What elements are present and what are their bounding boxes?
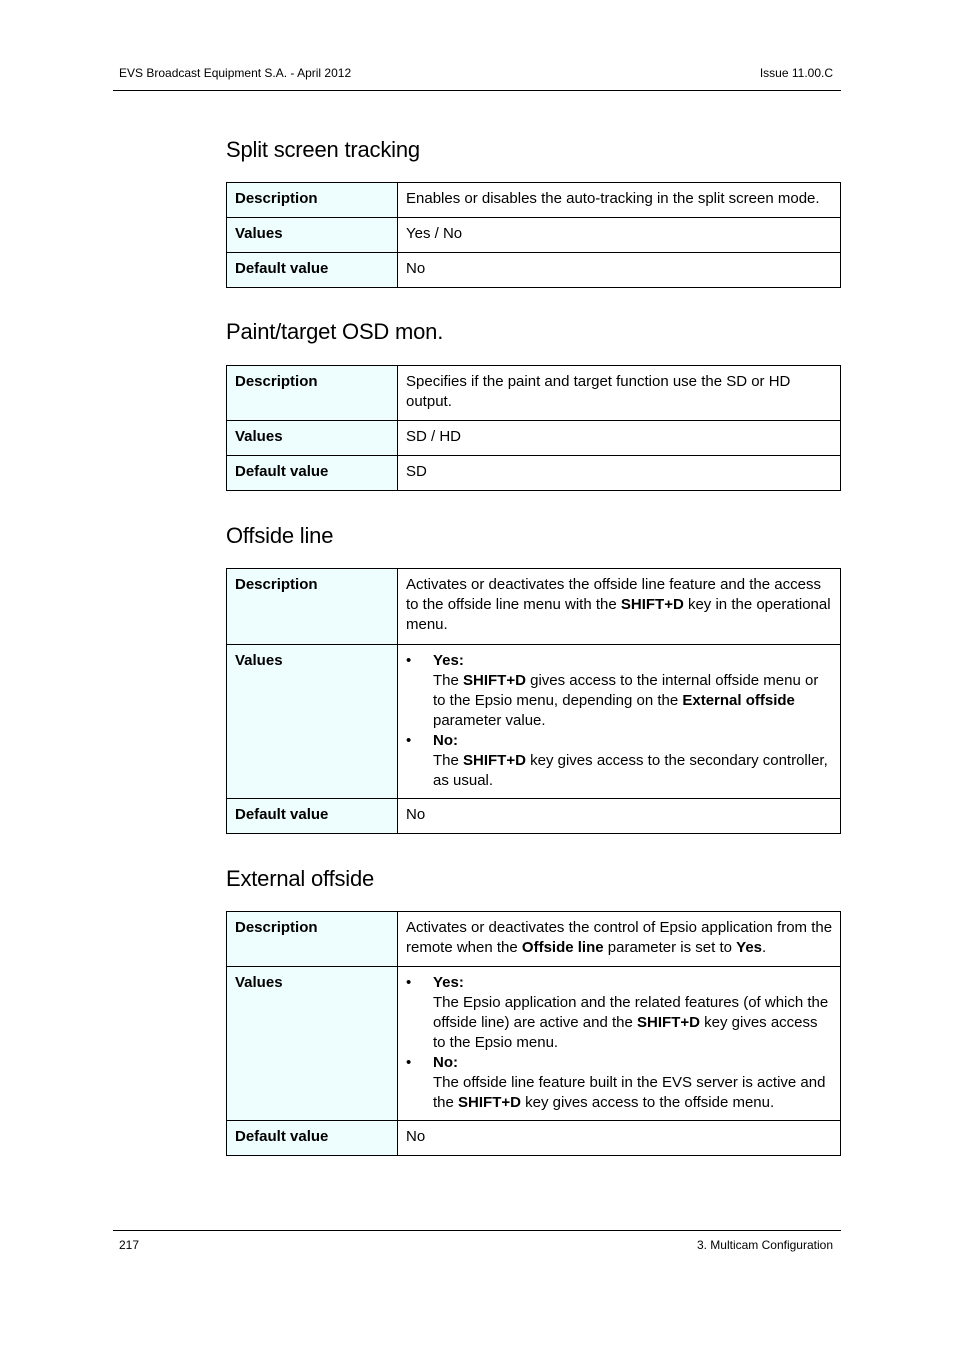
- row-label-description: Description: [227, 183, 398, 218]
- table-row: [227, 218, 841, 253]
- section-title-external-offside: External offside: [226, 866, 375, 891]
- table-row: [227, 366, 841, 421]
- param-table-split-screen-tracking: [226, 182, 841, 288]
- row-label-values: Values: [227, 218, 398, 253]
- section-title-offside-line: Offside line: [226, 523, 334, 548]
- values-value: Yes / No: [398, 218, 841, 253]
- row-label-default: Default value: [227, 253, 398, 288]
- row-label-values: Values: [227, 421, 398, 456]
- default-value: No: [398, 1121, 841, 1156]
- list-item: • No: The SHIFT+D key gives access to the secondary controller, as usual.: [406, 732, 828, 789]
- table-row: [227, 456, 841, 491]
- section-title-paint-target-osd: Paint/target OSD mon.: [226, 319, 444, 344]
- table-row: [227, 421, 841, 456]
- list-item: • Yes: The Epsio application and the related features (of which the offside line) are active and the SHIFT+D key gives access to the Epsio menu.: [406, 974, 829, 1051]
- row-label-description: Description: [227, 569, 398, 645]
- row-label-values: Values: [227, 967, 398, 1121]
- table-row: [227, 183, 841, 218]
- values-value: [398, 645, 841, 799]
- default-value: No: [398, 253, 841, 288]
- header-publisher: EVS Broadcast Equipment S.A. - April 2012: [119, 66, 352, 80]
- param-table-external-offside: [226, 911, 841, 1156]
- row-label-values: Values: [227, 645, 398, 799]
- table-row: [227, 967, 841, 1121]
- table-row: [227, 645, 841, 799]
- description-value: Enables or disables the auto-tracking in the split screen mode.: [398, 183, 841, 218]
- row-label-description: Description: [227, 912, 398, 967]
- header-issue: Issue 11.00.C: [759, 66, 833, 80]
- row-label-default: Default value: [227, 456, 398, 491]
- row-label-description: Description: [227, 366, 398, 421]
- bullet-icon: •: [406, 652, 412, 669]
- row-label-default: Default value: [227, 1121, 398, 1156]
- param-table-paint-target-osd: [226, 365, 841, 491]
- description-value: Specifies if the paint and target function use the SD or HD output.: [398, 366, 841, 421]
- page-number: 217: [119, 1238, 140, 1252]
- chapter-title: 3. Multicam Configuration: [696, 1238, 833, 1252]
- table-row: [227, 799, 841, 834]
- list-item: • No: The offside line feature built in the EVS server is active and the SHIFT+D key gives access to the offside menu.: [406, 1054, 826, 1111]
- bullet-icon: •: [406, 732, 412, 749]
- default-value: SD: [398, 456, 841, 491]
- key-shift-d: SHIFT+D: [620, 596, 684, 613]
- table-row: [227, 253, 841, 288]
- section-title-split-screen-tracking: Split screen tracking: [226, 137, 420, 162]
- description-value: Activates or deactivates the control of Epsio application from the remote when the Offside line parameter is set to Yes.: [398, 912, 841, 967]
- values-list: [406, 973, 834, 1113]
- list-item: • Yes: The SHIFT+D gives access to the internal offside menu or to the Epsio menu, depending on the External offside parameter value.: [406, 652, 819, 729]
- bullet-icon: •: [406, 974, 412, 991]
- values-value: SD / HD: [398, 421, 841, 456]
- bullet-icon: •: [406, 1054, 412, 1071]
- param-table-offside-line: [226, 568, 841, 834]
- description-value: Activates or deactivates the offside line feature and the access to the offside line menu with the SHIFT+D key in the operational menu.: [398, 569, 841, 645]
- page-header: [113, 60, 841, 91]
- values-list: [406, 651, 834, 791]
- page-footer: [113, 1230, 841, 1252]
- table-row: [227, 569, 841, 645]
- table-row: [227, 912, 841, 967]
- row-label-default: Default value: [227, 799, 398, 834]
- default-value: No: [398, 799, 841, 834]
- values-value: [398, 967, 841, 1121]
- table-row: [227, 1121, 841, 1156]
